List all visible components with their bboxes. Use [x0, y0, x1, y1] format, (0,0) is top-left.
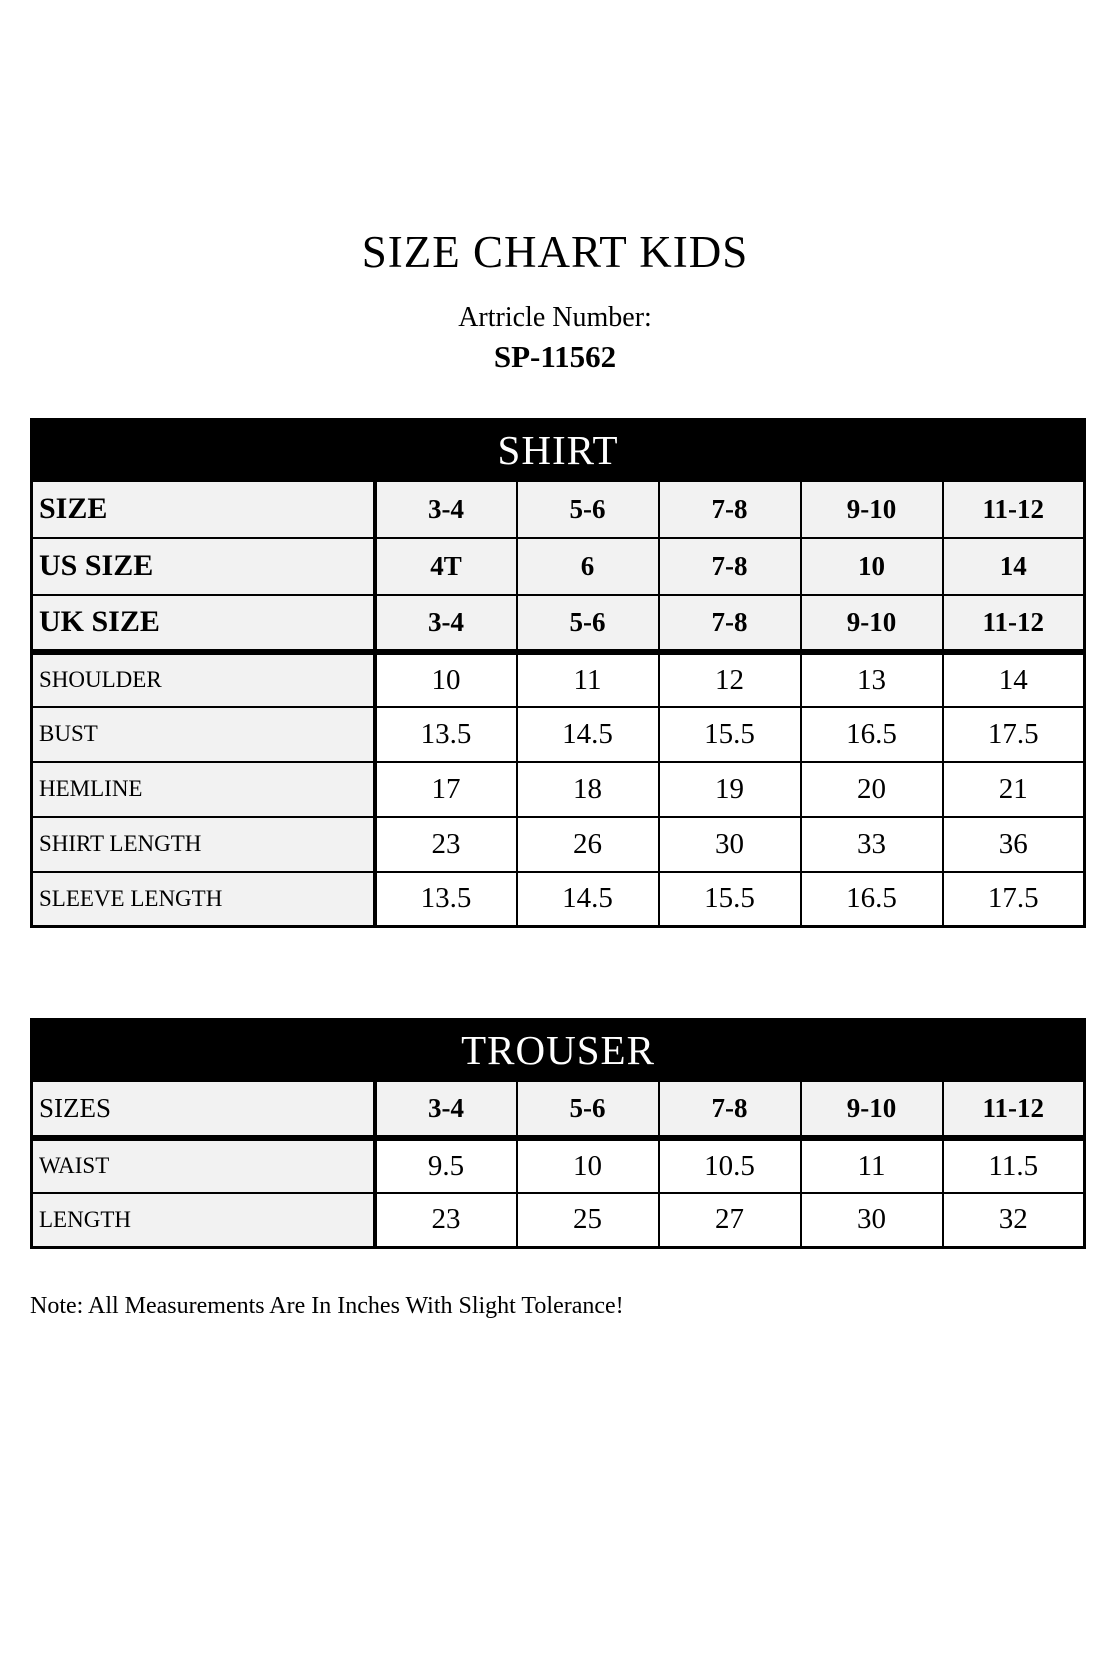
table-row: [32, 652, 1085, 707]
cell-value: 23: [375, 1193, 517, 1248]
cell-value: 12: [659, 652, 801, 707]
cell-value: 7-8: [659, 595, 801, 652]
cell-value: 5-6: [517, 1081, 659, 1138]
cell-value: 3-4: [375, 1081, 517, 1138]
cell-value: 30: [659, 817, 801, 872]
article-number-label: Artricle Number:: [458, 302, 652, 333]
cell-value: 19: [659, 762, 801, 817]
shirt-table: [30, 418, 1086, 928]
cell-value: 30: [801, 1193, 943, 1248]
row-label: US SIZE: [32, 538, 375, 595]
table-row: [32, 762, 1085, 817]
cell-value: 17.5: [943, 872, 1085, 927]
row-label: SLEEVE LENGTH: [32, 872, 375, 927]
cell-value: 21: [943, 762, 1085, 817]
cell-value: 17: [375, 762, 517, 817]
cell-value: 11.5: [943, 1138, 1085, 1193]
cell-value: 15.5: [659, 707, 801, 762]
cell-value: 9-10: [801, 595, 943, 652]
cell-value: 26: [517, 817, 659, 872]
article-number-value: SP-11562: [493, 339, 617, 374]
cell-value: 18: [517, 762, 659, 817]
trouser-table-title: TROUSER: [32, 1020, 1085, 1081]
cell-value: 14.5: [517, 707, 659, 762]
cell-value: 7-8: [659, 481, 801, 538]
row-label: SIZES: [32, 1081, 375, 1138]
table-row: [32, 707, 1085, 762]
shirt-table-header-row: [32, 420, 1085, 481]
cell-value: 10: [517, 1138, 659, 1193]
table-row: [32, 481, 1085, 538]
trouser-table: [30, 1018, 1086, 1249]
page-title: SIZE CHART KIDS: [361, 227, 749, 277]
row-label: HEMLINE: [32, 762, 375, 817]
table-row: [32, 538, 1085, 595]
cell-value: 10: [375, 652, 517, 707]
cell-value: 14: [943, 538, 1085, 595]
cell-value: 10: [801, 538, 943, 595]
trouser-table-header-row: [32, 1020, 1085, 1081]
cell-value: 7-8: [659, 538, 801, 595]
cell-value: 33: [801, 817, 943, 872]
cell-value: 11-12: [943, 481, 1085, 538]
cell-value: 32: [943, 1193, 1085, 1248]
cell-value: 16.5: [801, 872, 943, 927]
cell-value: 27: [659, 1193, 801, 1248]
cell-value: 13.5: [375, 872, 517, 927]
cell-value: 5-6: [517, 481, 659, 538]
cell-value: 11: [517, 652, 659, 707]
table-row: [32, 595, 1085, 652]
row-label: LENGTH: [32, 1193, 375, 1248]
shirt-table-title: SHIRT: [32, 420, 1085, 481]
cell-value: 14.5: [517, 872, 659, 927]
cell-value: 9-10: [801, 1081, 943, 1138]
cell-value: 14: [943, 652, 1085, 707]
cell-value: 13: [801, 652, 943, 707]
table-row: [32, 1193, 1085, 1248]
table-row: [32, 872, 1085, 927]
cell-value: 9-10: [801, 481, 943, 538]
note-text: Note: All Measurements Are In Inches With Slight Tolerance!: [30, 1293, 624, 1319]
cell-value: 10.5: [659, 1138, 801, 1193]
cell-value: 11-12: [943, 1081, 1085, 1138]
cell-value: 17.5: [943, 707, 1085, 762]
cell-value: 15.5: [659, 872, 801, 927]
cell-value: 23: [375, 817, 517, 872]
cell-value: 3-4: [375, 481, 517, 538]
cell-value: 16.5: [801, 707, 943, 762]
table-row: [32, 1138, 1085, 1193]
cell-value: 11: [801, 1138, 943, 1193]
row-label: SHOULDER: [32, 652, 375, 707]
cell-value: 36: [943, 817, 1085, 872]
cell-value: 7-8: [659, 1081, 801, 1138]
table-row: [32, 817, 1085, 872]
cell-value: 20: [801, 762, 943, 817]
row-label: WAIST: [32, 1138, 375, 1193]
row-label: SHIRT LENGTH: [32, 817, 375, 872]
row-label: SIZE: [32, 481, 375, 538]
cell-value: 13.5: [375, 707, 517, 762]
cell-value: 3-4: [375, 595, 517, 652]
row-label: BUST: [32, 707, 375, 762]
table-row: [32, 1081, 1085, 1138]
cell-value: 4T: [375, 538, 517, 595]
cell-value: 11-12: [943, 595, 1085, 652]
cell-value: 25: [517, 1193, 659, 1248]
row-label: UK SIZE: [32, 595, 375, 652]
cell-value: 5-6: [517, 595, 659, 652]
cell-value: 6: [517, 538, 659, 595]
cell-value: 9.5: [375, 1138, 517, 1193]
